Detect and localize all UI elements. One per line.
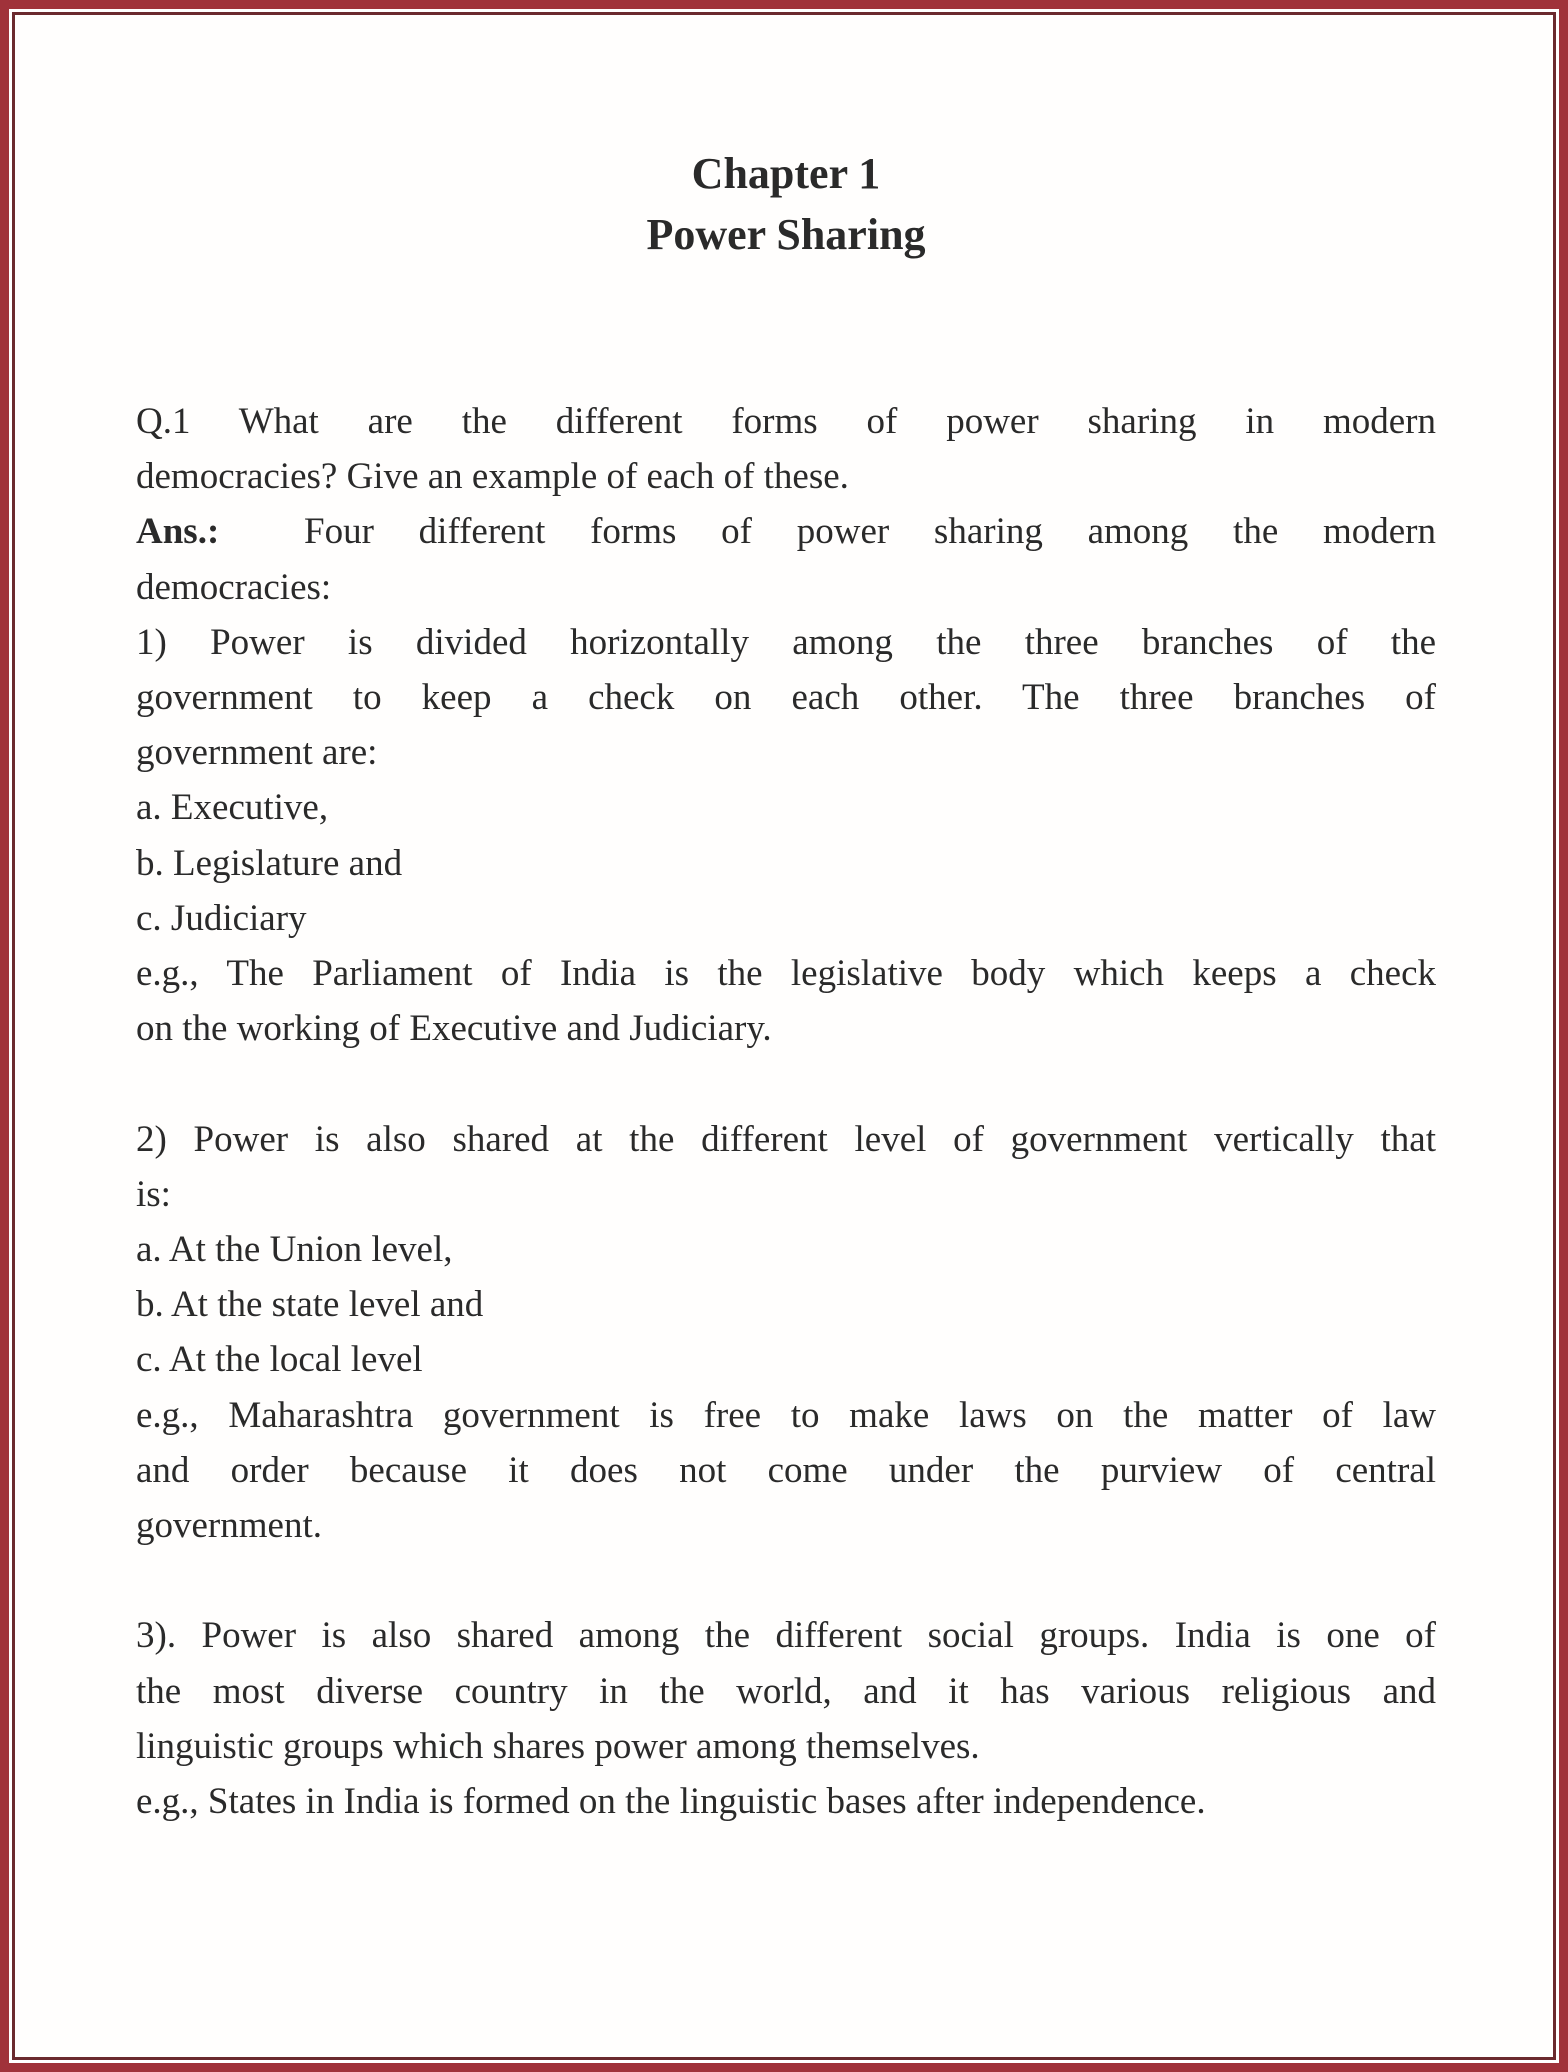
chapter-title: Power Sharing — [646, 210, 926, 259]
point-1-line-3: government are: — [136, 732, 378, 774]
point-2-line-2: is: — [136, 1173, 171, 1215]
point-1-example-line-2: on the working of Executive and Judiciary. — [136, 1008, 772, 1050]
chapter-number: Chapter 1 — [691, 149, 881, 198]
point-2-example-line-3: government. — [136, 1505, 322, 1547]
point-2-example-line-1: e.g., Maharashtra government is free to make laws on the matter of law — [136, 1394, 1436, 1436]
point-3-example-line-1: e.g., States in India is formed on the linguistic bases after independence. — [136, 1781, 1206, 1823]
point-2-item-b: b. At the state level and — [136, 1284, 484, 1326]
point-3-line-3: linguistic groups which shares power among themselves. — [136, 1725, 980, 1767]
answer-line-2: democracies: — [136, 566, 332, 608]
answer-line-1: Ans.: Four different forms of power sharing among the modern — [136, 511, 1437, 553]
point-1-line-2: government to keep a check on each other. The three branches of — [136, 677, 1436, 719]
point-2-item-c: c. At the local level — [136, 1339, 423, 1381]
point-3-line-2: the most diverse country in the world, and it has various religious and — [136, 1670, 1436, 1712]
point-3-line-1: 3). Power is also shared among the different social groups. India is one of — [136, 1615, 1436, 1657]
question-line-1: Q.1 What are the different forms of power sharing in modern — [136, 401, 1436, 442]
question-label: Q.1 — [136, 401, 191, 442]
question-answer-block — [136, 394, 1436, 1829]
point-2-line-1: 2) Power is also shared at the different level of government vertically that — [136, 1118, 1436, 1160]
point-1-line-1: 1) Power is divided horizontally among the three branches of the — [136, 621, 1436, 663]
answer-label: Ans.: — [136, 511, 220, 553]
spacer — [136, 1056, 1436, 1111]
point-1-item-c: c. Judiciary — [136, 897, 307, 939]
chapter-header — [136, 143, 1436, 265]
point-2-example-line-2: and order because it does not come under the purview of central — [136, 1449, 1436, 1491]
point-1-item-b: b. Legislature and — [136, 842, 403, 884]
point-1-example-line-1: e.g., The Parliament of India is the legislative body which keeps a check — [136, 953, 1436, 995]
page-border — [9, 9, 1559, 2063]
page — [12, 12, 1556, 2060]
question-line-2: democracies? Give an example of each of these. — [136, 456, 849, 498]
spacer — [136, 1553, 1436, 1608]
point-1-item-a: a. Executive, — [136, 787, 329, 829]
point-2-item-a: a. At the Union level, — [136, 1229, 453, 1271]
